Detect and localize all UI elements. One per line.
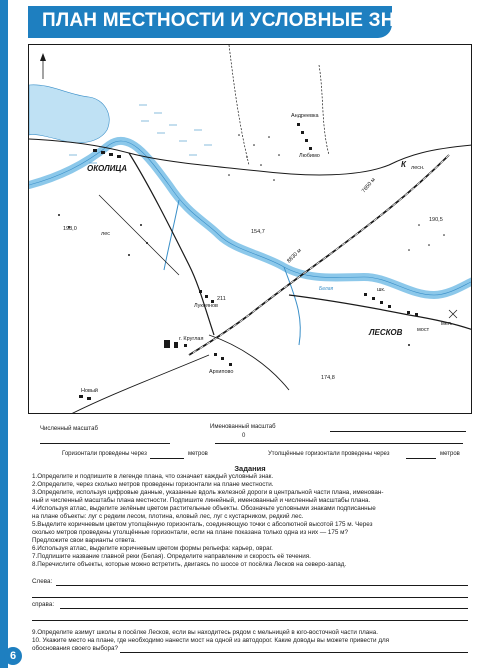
task-3b: ный и численный масштабы плана местности. Подпишите линейный, именованный и численный масштабы плана. [32,497,371,504]
label-hill: г. Круглая [179,336,204,342]
label-leskov: ЛЕСКОВ [369,328,403,337]
north-arrow-icon [40,53,46,79]
task-4b: на плане объекты: луг с редким лесом, плотина, еловый лес, луг с кустарником, редкий лес. [32,513,304,520]
label-lyes: лес [101,231,111,237]
label-okolitsa: ОКОЛИЦА [87,164,128,173]
tasks-title: Задания [234,464,266,473]
named-scale-line [330,431,466,432]
map-drawing [29,45,472,414]
label-novyy: Новый [81,388,98,394]
task-9: 9.Определите азимут школы в посёлке Лесков, если вы находитесь рядом с мельницей в юго-восточной части плана. [32,629,379,636]
label-k-mark: К [401,160,406,169]
answer-10-line[interactable] [120,652,468,653]
page-title: ПЛАН МЕСТНОСТИ И УСЛОВНЫЕ ЗНАКИ [42,10,435,31]
settlement-blocks [79,123,418,400]
task-6: 6.Используя атлас, выделите коричневым цветом формы рельефа: карьер, овраг. [32,545,273,552]
label-lyubimo: Любимо [299,153,320,159]
page-header [28,6,435,38]
answer-right-line[interactable] [60,608,468,609]
contour-interval-line [150,458,184,459]
contour-interval-label: Горизонтали проведены через [62,451,147,457]
label-elev-154: 154,7 [251,229,265,235]
task-4a: 4.Используя атлас, выделите зелёным цветом растительные объекты. Обозначьте условными знаками подписанные [32,505,376,512]
windmill-icon [449,310,457,318]
label-elev-211: 211 [217,296,226,302]
label-bridge: мост [417,327,430,333]
numeric-scale-line [40,443,170,444]
task-1: 1.Определите и подпишите в легенде плана, что означает каждый условный знак. [32,473,274,480]
task-10a: 10. Укажите место на плане, где необходимо нанести мост на одной из автодорог. Какие доводы вы можете привести для [32,637,390,644]
answer-left-line[interactable] [56,585,468,586]
label-mill: мел. [441,321,453,327]
task-8: 8.Перечислите объекты, которые можно встретить, двигаясь по шоссе от посёлка Лесков на северо-запад. [32,561,347,568]
thick-contour-line [406,458,436,459]
topographic-map [28,44,472,414]
answer-right-line-2[interactable] [32,620,468,621]
label-arkhipovo: Архипово [209,369,234,375]
task-2: 2.Определите, через сколько метров проведены горизонтали на плане местности. [32,481,274,488]
contour-units: метров [188,451,208,457]
label-elev-190: 190,5 [429,217,443,223]
label-forest-area: лесн. [411,165,425,171]
side-stripe [0,0,8,668]
answer-left-label: Слева: [32,578,53,585]
railway [189,155,449,355]
linear-scale-zero: 0 [242,433,246,439]
task-5a: 5.Выделите коричневым цветом утолщённую горизонталь, соединяющую точки с абсолютной высотой 175 м. Через [32,521,373,528]
river-tributary [164,200,179,270]
answer-right-label: справа: [32,601,55,608]
label-rail-km1: 7650 м [360,176,377,195]
task-5b: сколько метров проведены утолщённые горизонтали, если на плане показана только одна из них — 175 м? [32,529,348,536]
answer-left-line-2[interactable] [32,597,468,598]
label-lukoyanovo: Лукоянов [194,303,218,309]
label-school: шк. [377,287,386,293]
label-andreevka: Андреевка [291,113,319,119]
label-river-belaya: Белая [319,286,334,292]
label-elev-198: 198,0 [63,226,77,232]
named-scale-label: Именованный масштаб [210,424,276,430]
page-number: 6 [4,647,22,665]
label-elev-174: 174,8 [321,375,335,381]
thick-contour-units: метров [440,451,460,457]
task-7: 7.Подпишите название главной реки (Белая). Определите направление и скорость её течения. [32,553,311,560]
task-10b: обоснования своего выбора? [32,645,118,652]
numeric-scale-label: Численный масштаб [40,426,98,432]
thick-contour-label: Утолщённые горизонтали проведены через [268,451,390,457]
label-rail-km2: 8830 м [286,247,303,265]
linear-scale-bar [215,443,463,444]
lake-shape [29,85,109,143]
task-5c: Предложите свои варианты ответа. [32,537,137,544]
task-3a: 3.Определите, используя цифровые данные, указанные вдоль железной дороги в центральной части плана, именован- [32,489,384,496]
